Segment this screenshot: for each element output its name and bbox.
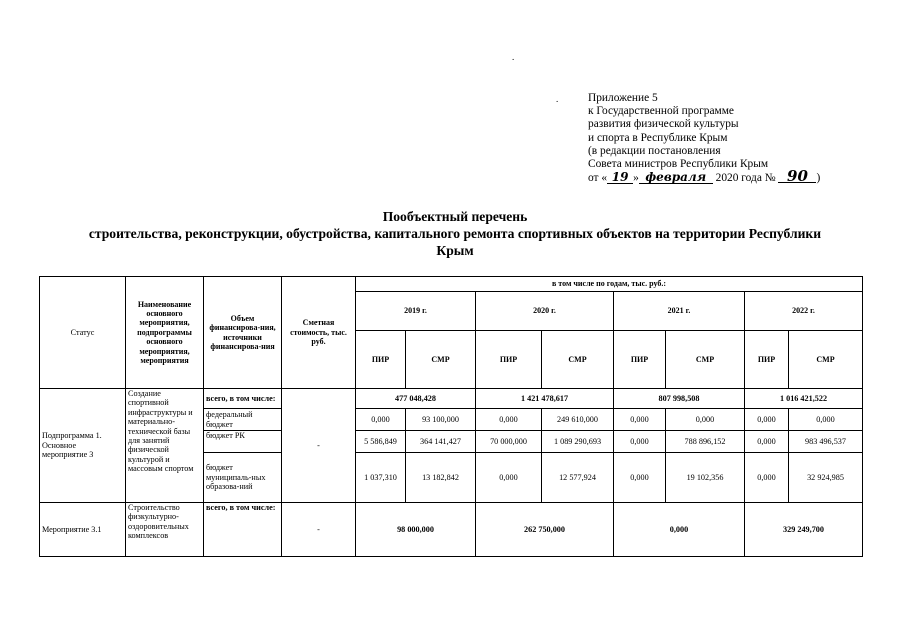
table-cell: 364 141,427 <box>406 431 476 453</box>
appendix-block <box>588 92 820 185</box>
table-row <box>40 503 863 557</box>
header-smr: СМР <box>789 331 863 389</box>
header-cost: Сметная стоимость, тыс. руб. <box>282 277 356 389</box>
row1-cost: - <box>282 389 356 503</box>
row1-source-municipal: бюджет муниципаль-ных образова-ний <box>204 453 282 503</box>
table-cell: 93 100,000 <box>406 409 476 431</box>
appendix-line: и спорта в Республике Крым <box>588 131 728 144</box>
header-status: Статус <box>40 277 126 389</box>
handwritten-number: 90 <box>778 171 816 183</box>
row2-total-2022: 329 249,700 <box>745 503 863 557</box>
title-line-2: строительства, реконструкции, обустройства, капитального ремонта спортивных объектов на территории Республики <box>88 226 822 241</box>
table-cell: 0,000 <box>356 409 406 431</box>
header-volume: Объем финансирова-ния, источники финансирова-ния <box>204 277 282 389</box>
header-pir: ПИР <box>614 331 666 389</box>
date-close: » <box>633 172 639 185</box>
header-by-years: в том числе по годам, тыс. руб.: <box>356 277 863 292</box>
row1-source-federal: федеральный бюджет <box>204 409 282 431</box>
table-cell: 70 000,000 <box>476 431 542 453</box>
appendix-line: к Государственной программе <box>588 105 734 118</box>
header-name: Наименование основного мероприятия, подпрограммы основного мероприятия, мероприятия <box>126 277 204 389</box>
row1-total-2020: 1 421 478,617 <box>476 389 614 409</box>
table-cell: 13 182,842 <box>406 453 476 503</box>
table-cell: 0,000 <box>745 409 789 431</box>
table-cell: 0,000 <box>745 453 789 503</box>
appendix-line: развития физической культуры <box>588 118 739 131</box>
header-pir: ПИР <box>356 331 406 389</box>
stray-dot-side: . <box>556 94 559 104</box>
header-year-2020: 2020 г. <box>476 292 614 331</box>
row1-total-2019: 477 048,428 <box>356 389 476 409</box>
row1-status: Подпрограмма 1. Основное мероприятие 3 <box>40 389 126 503</box>
row2-total-2019: 98 000,000 <box>356 503 476 557</box>
header-pir: ПИР <box>476 331 542 389</box>
row1-source-rk: бюджет РК <box>204 431 282 453</box>
table-cell: 983 496,537 <box>789 431 863 453</box>
table-cell: 0,000 <box>476 453 542 503</box>
table-cell: 12 577,924 <box>542 453 614 503</box>
handwritten-day: 19 <box>607 172 633 184</box>
table-cell: 1 089 290,693 <box>542 431 614 453</box>
table-cell: 249 610,000 <box>542 409 614 431</box>
title-line-1: Пообъектный перечень <box>382 209 528 224</box>
row1-total-2021: 807 998,508 <box>614 389 745 409</box>
header-pir: ПИР <box>745 331 789 389</box>
appendix-line: Совета министров Республики Крым <box>588 158 769 171</box>
close-paren: ) <box>816 172 821 185</box>
header-row-1 <box>40 277 863 292</box>
header-year-2021: 2021 г. <box>614 292 745 331</box>
table-cell: 0,000 <box>666 409 745 431</box>
row2-total-2020: 262 750,000 <box>476 503 614 557</box>
row2-status: Мероприятие 3.1 <box>40 503 126 557</box>
stray-dot-top: . <box>512 52 515 62</box>
table-cell: 0,000 <box>789 409 863 431</box>
table-cell: 1 037,310 <box>356 453 406 503</box>
appendix-line: (в редакции постановления <box>588 144 721 157</box>
table-cell: 5 586,849 <box>356 431 406 453</box>
objects-table <box>39 276 863 557</box>
row2-name: Строительство физкультурно-оздоровительных комплексов <box>126 503 204 557</box>
table-cell: 0,000 <box>476 409 542 431</box>
row2-total-label: всего, в том числе: <box>204 503 282 557</box>
table-cell: 19 102,356 <box>666 453 745 503</box>
table-cell: 0,000 <box>745 431 789 453</box>
table-row <box>40 389 863 409</box>
table-cell: 0,000 <box>614 453 666 503</box>
header-year-2022: 2022 г. <box>745 292 863 331</box>
appendix-date-line <box>588 167 821 186</box>
handwritten-month: февраля <box>639 172 713 184</box>
row1-total-label: всего, в том числе: <box>204 389 282 409</box>
row1-name: Создание спортивной инфраструктуры и материально-технической базы для занятий физической культурой и массовым спортом <box>126 389 204 503</box>
header-smr: СМР <box>542 331 614 389</box>
title-line-3: Крым <box>436 243 474 258</box>
table-cell: 788 896,152 <box>666 431 745 453</box>
row1-total-2022: 1 016 421,522 <box>745 389 863 409</box>
date-prefix: от « <box>588 172 608 185</box>
header-smr: СМР <box>406 331 476 389</box>
table-cell: 32 924,985 <box>789 453 863 503</box>
table-cell: 0,000 <box>614 431 666 453</box>
header-year-2019: 2019 г. <box>356 292 476 331</box>
appendix-line: Приложение 5 <box>588 92 658 104</box>
row2-total-2021: 0,000 <box>614 503 745 557</box>
header-smr: СМР <box>666 331 745 389</box>
year-text: 2020 года № <box>715 172 776 185</box>
row2-cost: - <box>282 503 356 557</box>
table-cell: 0,000 <box>614 409 666 431</box>
